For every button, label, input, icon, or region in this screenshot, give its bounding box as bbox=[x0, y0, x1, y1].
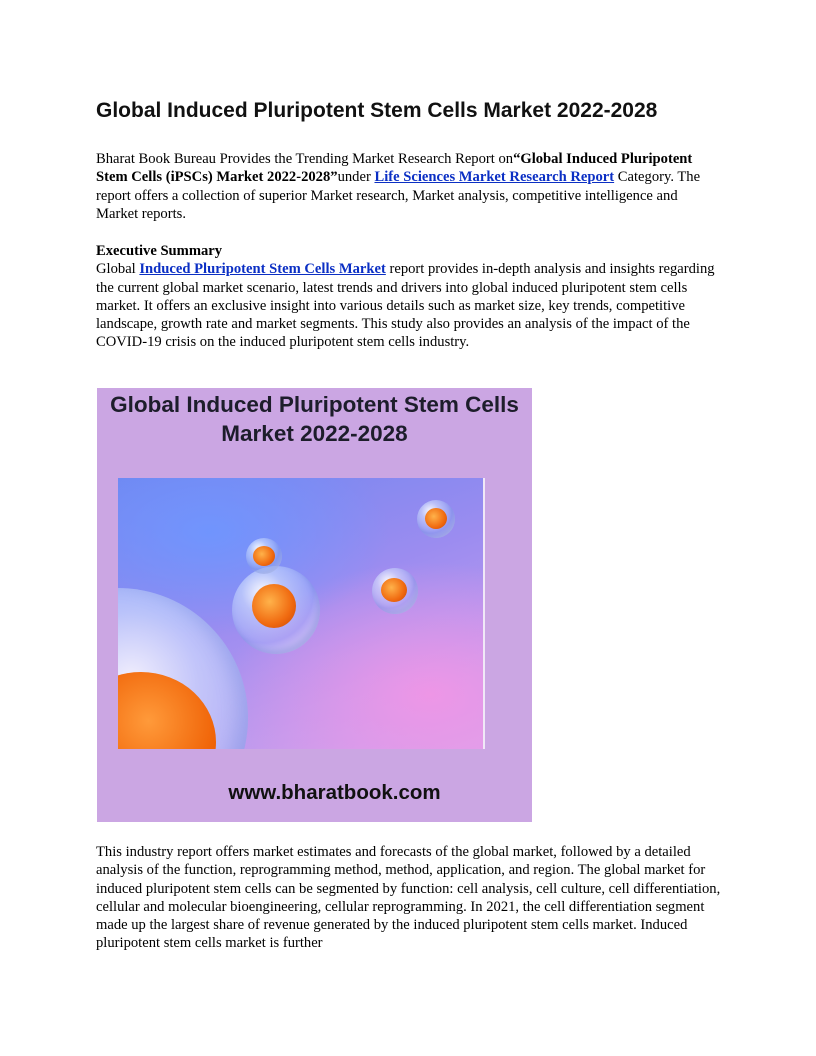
cell-bubble-4 bbox=[417, 500, 455, 538]
executive-summary-heading: Executive Summary bbox=[96, 243, 223, 259]
life-sciences-report-link[interactable]: Life Sciences Market Research Report bbox=[374, 169, 615, 186]
executive-summary bbox=[96, 242, 722, 352]
figure-title-line-1: Global Induced Pluripotent Stem Cells bbox=[110, 392, 519, 417]
page-title: Global Induced Pluripotent Stem Cells Market 2022-2028 bbox=[96, 99, 658, 122]
intro-text: Bharat Book Bureau Provides the Trending Market Research Report on bbox=[96, 151, 514, 167]
cell-bubble-2 bbox=[246, 538, 282, 574]
cell-bubble-1 bbox=[232, 566, 320, 654]
large-cell-nucleus bbox=[118, 672, 216, 749]
photo-border bbox=[483, 478, 485, 749]
stem-cells-photo bbox=[118, 478, 485, 749]
ipsc-market-link[interactable]: Induced Pluripotent Stem Cells Market bbox=[139, 261, 386, 278]
figure-title bbox=[97, 390, 532, 448]
summary-tail-text: report provides in-depth analysis and insights regarding the current global market scenario, latest trends and drivers into global induced pluripotent stem cells market. It offers an exclusive insight into various details such as market size, key trends, competitive landscape, growth rate and market segments. This study also provides an analysis of the impact of the COVID-19 crisis on the induced pluripotent stem cells industry. bbox=[96, 261, 715, 351]
report-title-bold: “Global Induced Pluripotent Stem Cells (iPSCs) Market 2022-2028” bbox=[96, 151, 693, 186]
market-analysis-paragraph: This industry report offers market estimates and forecasts of the global market, followed by a detailed analysis of the function, reprogramming method, method, application, and region. The global market for induced pluripotent stem cells can be segmented by function: cell analysis, cell culture, cell differentiation, cellular and molecular bioengineering, cellular reprogramming. In 2021, the cell differentiation segment made up the largest share of revenue generated by the induced pluripotent stem cells market. Induced pluripotent stem cells market is further bbox=[96, 844, 721, 952]
cell-bubble-3 bbox=[372, 568, 418, 614]
large-cell-illustration bbox=[118, 588, 248, 749]
figure-title-line-2: Market 2022-2028 bbox=[221, 421, 408, 446]
intro-under-text: under bbox=[337, 169, 375, 186]
figure-website-url: www.bharatbook.com bbox=[228, 781, 441, 804]
summary-text: Global bbox=[96, 261, 140, 278]
intro-tail-text: Category. The report offers a collection of superior Market research, Market analysis, competitive intelligence and Market reports. bbox=[96, 169, 701, 222]
report-cover-image bbox=[97, 388, 532, 822]
intro-paragraph bbox=[96, 150, 722, 223]
